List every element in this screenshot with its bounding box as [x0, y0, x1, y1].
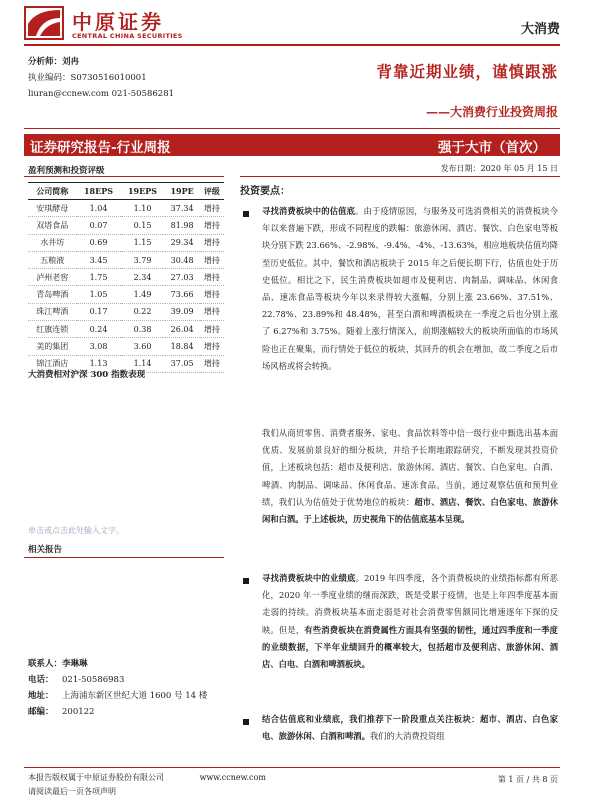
company-logo: [24, 4, 194, 44]
analyst-name: 分析师：刘冉: [28, 57, 80, 67]
table-cell: 增持: [200, 269, 224, 286]
table-cell: 0.07: [77, 217, 121, 234]
bullet-icon: [243, 578, 249, 584]
point-lead: 寻找消费板块中的业绩底: [262, 573, 356, 583]
header-divider: [24, 44, 560, 46]
report-banner: [24, 134, 560, 156]
table-row: [28, 303, 224, 320]
column-header: 19PE: [165, 183, 200, 200]
table-title: 盈利预测和投资评级: [28, 166, 105, 176]
table-cell: 增持: [200, 200, 224, 217]
table-row: [28, 217, 224, 234]
column-header: 18EPS: [77, 183, 121, 200]
table-cell: 青岛啤酒: [28, 286, 77, 303]
analyst-license: 执业编码：S0730516010001: [28, 73, 147, 83]
copyright: 本报告版权属于中原证券股份有限公司: [28, 773, 164, 782]
table-cell: 81.98: [165, 217, 200, 234]
report-type: 证券研究报告-行业周报: [30, 140, 171, 156]
contact-info: [28, 656, 207, 720]
analyst-info: [28, 54, 174, 102]
address-value: 上海浦东新区世纪大道 1600 号 14 楼: [62, 691, 208, 701]
point-lead: 寻找消费板块中的估值底: [262, 206, 356, 216]
key-points-heading: 投资要点：: [240, 186, 290, 197]
address-label: 地址：: [28, 691, 54, 701]
table-cell: 增持: [200, 234, 224, 251]
report-title: 背靠近期业绩，谨慎跟涨: [376, 62, 558, 81]
page-number: 第 1 页 / 共 8 页: [497, 775, 558, 784]
table-body: [28, 200, 224, 373]
table-cell: 3.08: [77, 338, 121, 355]
sector-label: 大消费: [520, 22, 560, 37]
table-cell: 增持: [200, 217, 224, 234]
table-cell: 1.49: [121, 286, 165, 303]
point-paragraph-1: [262, 203, 558, 375]
publish-date: 发布日期：2020 年 05 月 15 日: [440, 164, 558, 173]
analyst-contact[interactable]: liuran@ccnew.com 021-50586281: [28, 89, 175, 99]
table-cell: 安琪酵母: [28, 200, 77, 217]
table-cell: 泸州老窖: [28, 269, 77, 286]
table-cell: 37.34: [165, 200, 200, 217]
phone-label: 电话：: [28, 675, 54, 685]
table-cell: 37.05: [165, 355, 200, 372]
table-cell: 3.79: [121, 251, 165, 268]
table-cell: 3.45: [77, 251, 121, 268]
table-cell: 锦江酒店: [28, 355, 77, 372]
website-link[interactable]: www.ccnew.com: [199, 773, 266, 782]
related-reports-heading: 相关报告: [28, 545, 63, 555]
table-cell: 30.48: [165, 251, 200, 268]
point-bold: 结合估值底和业绩底，我们推荐下一阶段重点关注板块：超市、酒店、白色家电、旅游休闲、白酒和啤酒。: [262, 714, 558, 742]
phone-value: 021-50586983: [62, 675, 125, 685]
table-cell: 29.34: [165, 234, 200, 251]
footer-left: [28, 771, 266, 799]
table-cell: 0.69: [77, 234, 121, 251]
date-divider: [240, 176, 560, 177]
table-cell: 39.09: [165, 303, 200, 320]
table-cell: 1.05: [77, 286, 121, 303]
table-title-divider: [24, 176, 224, 177]
table-cell: 27.03: [165, 269, 200, 286]
chart-title: 大消费相对沪深 300 指数表现: [28, 370, 146, 380]
footer-divider: [24, 767, 560, 768]
column-header: 评级: [200, 183, 224, 200]
table-cell: 1.15: [121, 234, 165, 251]
related-divider: [24, 557, 224, 558]
table-row: [28, 338, 224, 355]
table-row: [28, 251, 224, 268]
table-cell: 1.75: [77, 269, 121, 286]
bullet-icon: [243, 211, 249, 217]
column-header: 19EPS: [121, 183, 165, 200]
table-row: [28, 321, 224, 338]
logo-english-name: CENTRAL CHINA SECURITIES: [72, 32, 183, 40]
table-cell: 增持: [200, 321, 224, 338]
table-cell: 0.38: [121, 321, 165, 338]
table-cell: 增持: [200, 355, 224, 372]
table-cell: 增持: [200, 303, 224, 320]
table-cell: 1.13: [77, 355, 121, 372]
contact-person: 李琳琳: [62, 659, 88, 669]
point-paragraph-1b: [262, 425, 558, 528]
table-row: [28, 200, 224, 217]
table-cell: 红旗连锁: [28, 321, 77, 338]
report-rating: 强于大市（首次）: [438, 140, 546, 156]
table-cell: 0.17: [77, 303, 121, 320]
table-cell: 26.04: [165, 321, 200, 338]
table-cell: 3.60: [121, 338, 165, 355]
table-cell: 珠江啤酒: [28, 303, 77, 320]
table-cell: 1.10: [121, 200, 165, 217]
zip-label: 邮编：: [28, 707, 54, 717]
table-cell: 美的集团: [28, 338, 77, 355]
text-placeholder[interactable]: 单击或点击此处输入文字。: [28, 526, 124, 535]
contact-person-label: 联系人：: [28, 659, 63, 669]
table-cell: 73.66: [165, 286, 200, 303]
table-cell: 增持: [200, 251, 224, 268]
table-cell: 0.22: [121, 303, 165, 320]
title-divider: [24, 128, 560, 129]
point-text: 我们的大消费投资组: [369, 731, 445, 742]
report-subtitle: ——大消费行业投资周报: [425, 105, 558, 119]
table-cell: 五粮液: [28, 251, 77, 268]
point-text: 。2019 年四季度，各个消费板块的业绩指标都有所恶化，2020 年一季度业绩的继而深跌，既是受累于疫情，也是上年四季度基本面走弱的持续。消费板块基本面走弱是对社会消费零售额同比增速逐年下探的反映。但是，: [262, 573, 558, 635]
table-cell: 18.84: [165, 338, 200, 355]
point-text: 。由于疫情原因，与服务及可选消费相关的消费板块今年以来普遍下跌，形成不同程度的跌幅：旅游休闲、酒店、餐饮、白色家电等板块分别下跌 23.66%、-2.98%、-9.4%、-4%、-13.63%，相应地板块估值均降至历史低位。其中，餐饮和酒店板块于 2015 年之后便长期下行，估值也处于历史低位。相比之下，民生消费板块如超市及便利店、肉制品、调味品、休闲食品、速冻食品等板块今年以来录得较大涨幅，分别上涨 23.66%、37.51%、22.78%、23.89%和 48.48%，甚至白酒和啤酒板块在一季度之后也分别上涨了 6.27%和 3.75%。随着上涨行情深入，前期涨幅较大的板块所面临的市场风险也正在聚集，而行情处于低位的板块，其回升的机会在增加，故二季度之后市场风格或将会转换。: [262, 206, 558, 371]
table-header-row: [28, 183, 224, 200]
table-cell: 1.04: [77, 200, 121, 217]
point-paragraph-3: [262, 711, 558, 745]
bullet-icon: [243, 719, 249, 725]
point-text: 我们从商贸零售、消费者服务、家电、食品饮料等中信一级行业中甄选出基本面优质、发展前景良好的细分板块，并给予长期地跟踪研究，不断发现其投资价值，上述板块包括：超市及便利店、旅游休闲、酒店、餐饮、白色家电、白酒、啤酒、肉制品、调味品、休闲食品、速冻食品。当前，通过观察估值和预判业绩，我们认为估值处于优势地位的板块：: [262, 428, 558, 507]
logo-chinese-name: 中原证券: [72, 10, 164, 34]
table-cell: 0.15: [121, 217, 165, 234]
table-cell: 1.14: [121, 355, 165, 372]
table-cell: 增持: [200, 338, 224, 355]
table-row: [28, 286, 224, 303]
point-bold: 有些消费板块在消费属性方面具有坚强的韧性，通过四季度和一季度的业绩数据，下半年业绩回升的概率较大，包括超市及便利店、旅游休闲、酒店、白电、白酒和啤酒板块。: [262, 624, 558, 670]
zip-value: 200122: [62, 707, 95, 717]
logo-mark-icon: [24, 6, 64, 40]
table-cell: 双塔食品: [28, 217, 77, 234]
table-cell: 水井坊: [28, 234, 77, 251]
column-header: 公司简称: [28, 183, 77, 200]
disclaimer-note: 请阅读最后一页各项声明: [28, 787, 116, 796]
earnings-table: [28, 182, 224, 373]
table-cell: 2.34: [121, 269, 165, 286]
table-row: [28, 269, 224, 286]
table-cell: 0.24: [77, 321, 121, 338]
point-paragraph-2: [262, 570, 558, 673]
table-cell: 增持: [200, 286, 224, 303]
point-bold: 超市、酒店、餐饮、白色家电、旅游休闲和白酒。于上述板块，历史视角下的估值底基本呈现。: [262, 496, 558, 525]
table-row: [28, 234, 224, 251]
